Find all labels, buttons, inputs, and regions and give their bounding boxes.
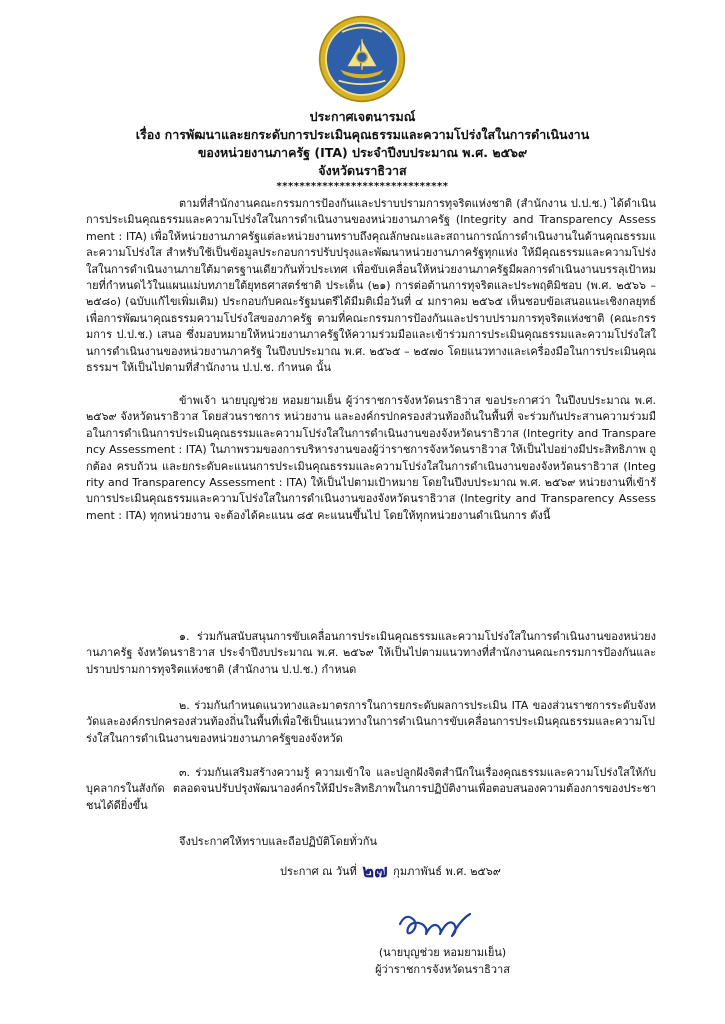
date-suffix: กุมภาพันธ์ พ.ศ. ๒๕๖๙ bbox=[393, 865, 501, 878]
signer-name: (นายบุญช่วย หอมยามเย็น) bbox=[378, 946, 507, 959]
list-item-1: ๑. ร่วมกันสนับสนุนการขับเคลื่อนการประเมินคุณธรรมและความโปร่งใสในการดำเนินงานของหน่วยงานภาครัฐ จังหวัดนราธิวาส ประจำปีงบประมาณ พ.ศ. ๒๕๖๙ ให้เป็นไปตามแนวทางที่สำนักงานคณะกรรมการป้องกันและปราบปรามการทุจริตแห่งชาติ (สำนักงาน ป.ป.ช.) กำหนด bbox=[86, 630, 656, 676]
date-day-handwritten: ๒๗ bbox=[362, 861, 388, 882]
subject-line-1: เรื่อง การพัฒนาและยกระดับการประเมินคุณธรรมและความโปร่งใสในการดำเนินงาน bbox=[135, 127, 590, 142]
paragraph-background: ตามที่สำนักงานคณะกรรมการป้องกันและปราบปรามการทุจริตแห่งชาติ (สำนักงาน ป.ป.ช.) ได้ดำเนินการประเมินคุณธรรมและความโปร่งใสในการดำเนินงานของหน่วยงานภาครัฐ (Integrity and Transparency Assessment : ITA) เพื่อให้หน่วยงานภาครัฐแต่ละหน่วยงานทราบถึงคุณลักษณะและสถานการณ์การดำเนินงานในด้านคุณธรรมและความโปร่งใส สำหรับใช้เป็นข้อมูลประกอบการปรับปรุงและพัฒนาหน่วยงานภาครัฐทุกแห่ง ให้มีคุณธรรมและความโปร่งใสในการดำเนินงานภายใต้มาตรฐานเดียวกันทั่วประเทศ เพื่อขับเคลื่อนให้หน่วยงานภาครัฐมีผลการดำเนินงานบรรลุเป้าหมายที่กำหนดไว้ในแผนแม่บทภายใต้ยุทธศาสตร์ชาติ ประเด็น (๒๑) การต่อต้านการทุจริตและประพฤติมิชอบ (พ.ศ. ๒๕๖๖ – ๒๕๘๐) (ฉบับแก้ไขเพิ่มเติม) ประกอบกับคณะรัฐมนตรีได้มีมติเมื่อวันที่ ๔ มกราคม ๒๕๖๕ เห็นชอบข้อเสนอแนะเชิงกลยุทธ์เพื่อการพัฒนาคุณธรรมความโปร่งใสของภาครัฐ ตามที่คณะกรรมการป้องกันและปราบปรามการทุจริตแห่งชาติ (คณะกรรมการ ป.ป.ช.) เสนอ ซึ่งมอบหมายให้หน่วยงานภาครัฐให้ความร่วมมือและเข้าร่วมการประเมินคุณธรรมและความโปร่งใสในการดำเนินงานของหน่วยงานภาครัฐ ในปีงบประมาณ พ.ศ. ๒๕๖๕ – ๒๕๗๐ โดยแนวทางและเครื่องมือในการประเมินคุณธรรมฯ ให้เป็นไปตามที่สำนักงาน ป.ป.ช. กำหนด นั้น bbox=[86, 197, 656, 375]
announcement-date bbox=[280, 863, 501, 881]
separator-stars: ****************************** bbox=[276, 181, 449, 192]
list-item-2: ๒. ร่วมกันกำหนดแนวทางและมาตรการในการยกระดับผลการประเมิน ITA ของส่วนราชการระดับจังหวัดและองค์กรปกครองส่วนท้องถิ่นในพื้นที่เพื่อใช้เป็นแนวทางในการดำเนินการขับเคลื่อนการประเมินคุณธรรมและความโปร่งใสในการดำเนินงานของหน่วยงานภาครัฐของจังหวัด bbox=[86, 699, 656, 745]
list-item-3: ๓. ร่วมกันเสริมสร้างความรู้ ความเข้าใจ และปลูกฝังจิตสำนึกในเรื่องคุณธรรมและความโปร่งใสให้กับบุคลากรในสังกัด ตลอดจนปรับปรุงพัฒนาองค์กรให้มีประสิทธิภาพในการปฏิบัติงานเพื่อตอบสนองความต้องการของประชาชนได้ดียิ่งขึ้น bbox=[86, 766, 656, 812]
signer-position: ผู้ว่าราชการจังหวัดนราธิวาส bbox=[375, 963, 510, 976]
province-line: จังหวัดนราธิวาส bbox=[318, 163, 407, 178]
handwritten-signature bbox=[392, 902, 482, 942]
provincial-seal-logo bbox=[317, 14, 407, 104]
date-prefix: ประกาศ ณ วันที่ bbox=[280, 865, 357, 878]
document-title: ประกาศเจตนารมณ์ bbox=[309, 109, 416, 124]
closing-statement: จึงประกาศให้ทราบและถือปฏิบัติโดยทั่วกัน bbox=[179, 835, 377, 848]
paragraph-declaration: ข้าพเจ้า นายบุญช่วย หอมยามเย็น ผู้ว่าราชการจังหวัดนราธิวาส ขอประกาศว่า ในปีงบประมาณ พ.ศ. ๒๕๖๙ จังหวัดนราธิวาส โดยส่วนราชการ หน่วยงาน และองค์กรปกครองส่วนท้องถิ่นในพื้นที่ จะร่วมกันประสานความร่วมมือในการดำเนินการประเมินคุณธรรมและความโปร่งใสในการดำเนินงานของจังหวัดนราธิวาส (Integrity and Transparency Assessment : ITA) ในภาพรวมของการบริหารงานของผู้ว่าราชการจังหวัดนราธิวาส ให้เป็นไปอย่างมีประสิทธิภาพ ถูกต้อง ครบถ้วน และยกระดับคะแนนการประเมินคุณธรรมและความโปร่งใสในการดำเนินงานของจังหวัดนราธิวาส (Integrity and Transparency Assessment : ITA) ให้เป็นไปตามเป้าหมาย โดยในปีงบประมาณ พ.ศ. ๒๕๖๙ หน่วยงานที่เข้ารับการประเมินคุณธรรมและความโปร่งใสในการดำเนินงานของจังหวัดนราธิวาส (Integrity and Transparency Assessment : ITA) ทุกหน่วยงาน จะต้องได้คะแนน ๘๕ คะแนนขึ้นไป โดยให้ทุกหน่วยงานดำเนินการ ดังนี้ bbox=[86, 394, 656, 522]
subject-line-2: ของหน่วยงานภาครัฐ (ITA) ประจำปีงบประมาณ พ.ศ. ๒๕๖๙ bbox=[197, 145, 528, 160]
